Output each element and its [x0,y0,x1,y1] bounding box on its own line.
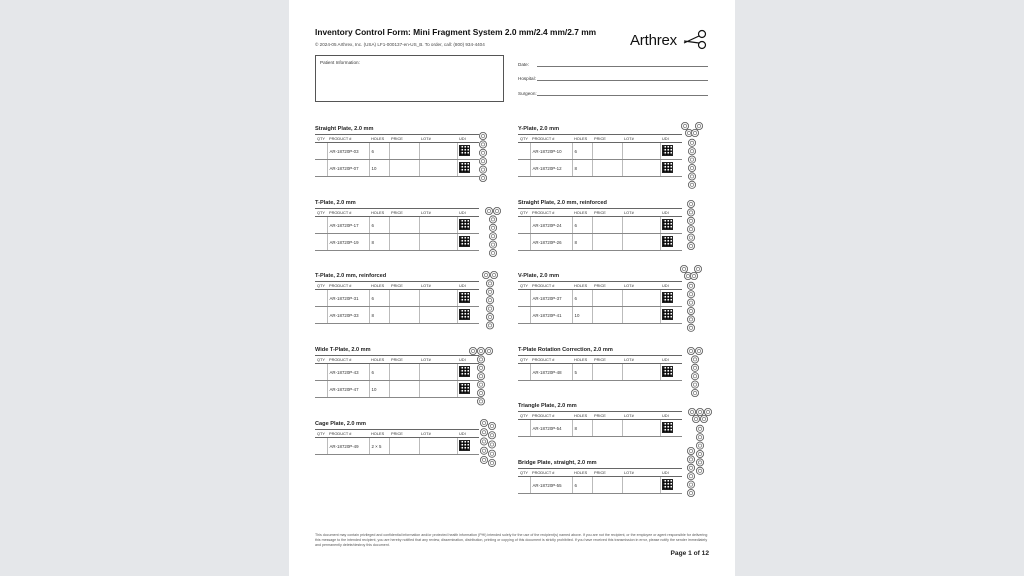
qty-cell[interactable] [315,381,327,398]
product-number-cell: AR-18720P-49 [327,438,369,455]
table-row [315,160,479,177]
price-cell[interactable] [389,234,419,251]
column-header: UDI [457,430,479,438]
udi-cell [660,364,682,381]
price-cell[interactable] [592,420,622,437]
column-header: PRODUCT # [327,209,369,217]
table-row [518,160,682,177]
column-header: LOT# [622,135,660,143]
column-header: LOT# [622,356,660,364]
udi-cell [457,290,479,307]
hospital-label: Hospital: [518,76,536,81]
inventory-table [518,281,682,324]
section-title: Y-Plate, 2.0 mm [518,126,560,132]
udi-barcode-icon [663,220,672,229]
product-number-cell: AR-18720P-43 [327,364,369,381]
inventory-table [518,468,682,494]
price-cell[interactable] [592,364,622,381]
price-cell[interactable] [592,234,622,251]
plate-drawing-icon [469,346,499,428]
holes-cell: 8 [572,160,592,177]
column-header: QTY [520,283,528,288]
udi-barcode-icon [663,237,672,246]
table-row [315,290,479,307]
column-header: HOLES [572,282,592,290]
product-number-cell: AR-18720P-41 [530,307,572,324]
column-header: UDI [660,469,682,477]
section-title: T-Plate, 2.0 mm [315,200,356,206]
column-header: HOLES [369,209,389,217]
lot-cell[interactable] [622,217,660,234]
qty-cell[interactable] [518,307,530,324]
udi-barcode-icon [460,293,469,302]
product-number-cell: AR-18720P-17 [327,217,369,234]
udi-barcode-icon [460,310,469,319]
udi-cell [660,234,682,251]
holes-cell: 10 [572,307,592,324]
column-header: HOLES [369,430,389,438]
udi-barcode-icon [663,146,672,155]
column-header: HOLES [572,356,592,364]
column-header: PRICE [592,412,622,420]
holes-cell: 6 [369,143,389,160]
column-header: HOLES [572,135,592,143]
udi-barcode-icon [663,480,672,489]
lot-cell[interactable] [622,143,660,160]
price-cell[interactable] [389,364,419,381]
column-header: PRODUCT # [327,430,369,438]
holes-cell: 8 [369,307,389,324]
section-3 [315,346,479,398]
column-header: PRODUCT # [530,135,572,143]
table-row [518,290,682,307]
lot-cell[interactable] [622,364,660,381]
column-header: PRODUCT # [530,209,572,217]
price-cell[interactable] [389,307,419,324]
udi-cell [660,217,682,234]
lot-cell[interactable] [622,307,660,324]
column-header: HOLES [369,135,389,143]
lot-cell[interactable] [419,307,457,324]
plate-drawing-icon [680,264,710,346]
inventory-table [315,355,479,398]
price-cell[interactable] [389,217,419,234]
section-title: Triangle Plate, 2.0 mm [518,403,577,409]
holes-cell: 5 [572,364,592,381]
inventory-table [518,355,682,381]
price-cell[interactable] [592,307,622,324]
table-row [518,364,682,381]
column-header: PRODUCT # [327,356,369,364]
hospital-field[interactable] [518,72,708,82]
table-row [518,307,682,324]
table-row [315,234,479,251]
column-header: PRODUCT # [530,282,572,290]
qty-cell[interactable] [518,143,530,160]
column-header: LOT# [622,469,660,477]
product-number-cell: AR-18720P-12 [530,160,572,177]
surgeon-field[interactable] [518,87,708,97]
holes-cell: 10 [369,381,389,398]
column-header: UDI [660,209,682,217]
qty-cell[interactable] [315,438,327,455]
inventory-table [315,429,479,455]
lot-cell[interactable] [419,217,457,234]
price-cell[interactable] [592,143,622,160]
price-cell[interactable] [389,143,419,160]
section-title: Cage Plate, 2.0 mm [315,421,366,427]
qty-cell[interactable] [518,420,530,437]
column-header: UDI [457,209,479,217]
inventory-table [518,208,682,251]
column-header: LOT# [419,282,457,290]
column-header: QTY [317,357,325,362]
qty-cell[interactable] [315,290,327,307]
column-header: PRICE [389,282,419,290]
udi-cell [660,290,682,307]
column-header: PRICE [389,430,419,438]
column-header: QTY [317,136,325,141]
holes-cell: 6 [572,143,592,160]
holes-cell: 6 [369,364,389,381]
holes-cell: 2 × 5 [369,438,389,455]
product-number-cell: AR-18720P-48 [530,364,572,381]
holes-cell: 8 [572,234,592,251]
column-header: PRODUCT # [327,282,369,290]
table-row [315,217,479,234]
column-header: PRICE [389,209,419,217]
price-cell[interactable] [389,290,419,307]
udi-cell [457,234,479,251]
column-header: HOLES [572,469,592,477]
plate-drawing-icon [477,131,507,213]
product-number-cell: AR-18720P-54 [530,420,572,437]
holes-cell: 6 [369,217,389,234]
holes-cell: 6 [572,290,592,307]
lot-cell[interactable] [419,160,457,177]
udi-cell [660,307,682,324]
udi-cell [660,143,682,160]
section-title: Bridge Plate, straight, 2.0 mm [518,460,597,466]
section-8 [518,346,682,381]
column-header: QTY [520,357,528,362]
column-header: PRICE [592,135,622,143]
table-row [315,364,479,381]
qty-cell[interactable] [518,234,530,251]
column-header: PRODUCT # [530,412,572,420]
udi-cell [660,160,682,177]
table-row [518,234,682,251]
lot-cell[interactable] [419,143,457,160]
section-10 [518,459,682,494]
page-title: Inventory Control Form: Mini Fragment System 2.0 mm/2.4 mm/2.7 mm [315,27,597,37]
product-number-cell: AR-18720P-10 [530,143,572,160]
column-header: UDI [457,282,479,290]
qty-cell[interactable] [518,477,530,494]
column-header: HOLES [369,282,389,290]
section-title: Straight Plate, 2.0 mm [315,126,374,132]
price-cell[interactable] [592,160,622,177]
section-7 [518,272,682,324]
column-header: PRICE [592,282,622,290]
column-header: LOT# [622,282,660,290]
price-cell[interactable] [592,217,622,234]
price-cell[interactable] [389,160,419,177]
holes-cell: 8 [572,420,592,437]
price-cell[interactable] [592,290,622,307]
lot-cell[interactable] [419,381,457,398]
logo-scissors-icon [682,29,708,51]
product-number-cell: AR-18720P-33 [327,307,369,324]
udi-barcode-icon [460,367,469,376]
section-title: T-Plate, 2.0 mm, reinforced [315,273,387,279]
holes-cell: 8 [369,234,389,251]
column-header: LOT# [419,135,457,143]
column-header: PRICE [389,356,419,364]
udi-barcode-icon [460,163,469,172]
qty-cell[interactable] [518,160,530,177]
section-0 [315,125,479,177]
table-row [315,381,479,398]
qty-cell[interactable] [315,143,327,160]
udi-cell [457,217,479,234]
inventory-table [315,208,479,251]
logo-text: Arthrex [630,32,677,49]
product-number-cell: AR-18720P-07 [327,160,369,177]
surgeon-label: Surgeon: [518,91,537,96]
column-header: LOT# [419,356,457,364]
product-number-cell: AR-18720P-24 [530,217,572,234]
column-header: QTY [520,136,528,141]
column-header: HOLES [572,209,592,217]
lot-cell[interactable] [419,290,457,307]
section-1 [315,199,479,251]
section-title: T-Plate Rotation Correction, 2.0 mm [518,347,613,353]
column-header: LOT# [419,209,457,217]
price-cell[interactable] [592,477,622,494]
udi-cell [660,477,682,494]
udi-cell [457,307,479,324]
qty-cell[interactable] [518,217,530,234]
date-field[interactable] [518,58,708,68]
confidentiality-notice: This document may contain privileged and confidential information and/or protected health information (PHI) intended solely for the use of the recipient(s) named above. If you are not the recipient, or the employee or agent responsible for delivering this message to the intended recipient, you are hereby notified that any review, dissemination, distribution, printing or copying of this document is strictly prohibited. If you have received this transmission in error, please notify the sender immediately and permanently delete/destroy this document. [315,533,708,547]
column-header: QTY [317,283,325,288]
column-header: PRICE [592,209,622,217]
product-number-cell: AR-18720P-26 [530,234,572,251]
column-header: UDI [660,282,682,290]
column-header: HOLES [572,412,592,420]
column-header: PRODUCT # [327,135,369,143]
udi-barcode-icon [460,220,469,229]
udi-barcode-icon [663,310,672,319]
qty-cell[interactable] [315,234,327,251]
qty-cell[interactable] [315,364,327,381]
product-number-cell: AR-18720P-03 [327,143,369,160]
qty-cell[interactable] [315,307,327,324]
column-header: UDI [660,356,682,364]
qty-cell[interactable] [518,290,530,307]
lot-cell[interactable] [419,364,457,381]
inventory-table [315,134,479,177]
column-header: PRODUCT # [530,469,572,477]
column-header: UDI [457,356,479,364]
section-9 [518,402,682,437]
table-row [518,477,682,494]
section-2 [315,272,479,324]
holes-cell: 6 [572,217,592,234]
column-header: PRICE [592,469,622,477]
table-row [518,217,682,234]
page-subtitle: © 2024-05 Arthrex, Inc. (USA) LF1-000137-en-US_B. To order, call: (800) 934-4404 [315,42,485,47]
form-page [289,0,735,576]
table-row [315,438,479,455]
column-header: PRODUCT # [530,356,572,364]
qty-cell[interactable] [518,364,530,381]
lot-cell[interactable] [419,438,457,455]
patient-information-box[interactable] [315,55,504,102]
udi-barcode-icon [663,293,672,302]
udi-cell [660,420,682,437]
lot-cell[interactable] [419,234,457,251]
udi-cell [457,143,479,160]
plate-drawing-icon [685,446,715,528]
lot-cell[interactable] [622,160,660,177]
column-header: LOT# [622,209,660,217]
column-header: LOT# [419,430,457,438]
section-5 [518,125,682,177]
plate-drawing-icon [480,270,510,352]
column-header: QTY [520,470,528,475]
column-header: PRICE [389,135,419,143]
column-header: HOLES [369,356,389,364]
column-header: LOT# [622,412,660,420]
section-title: V-Plate, 2.0 mm [518,273,560,279]
lot-cell[interactable] [622,290,660,307]
product-number-cell: AR-18720P-19 [327,234,369,251]
column-header: QTY [520,413,528,418]
product-number-cell: AR-18720P-47 [327,381,369,398]
udi-barcode-icon [663,163,672,172]
udi-barcode-icon [663,423,672,432]
qty-cell[interactable] [315,217,327,234]
lot-cell[interactable] [622,234,660,251]
table-row [518,420,682,437]
table-row [315,307,479,324]
date-label: Date: [518,62,529,67]
section-4 [315,420,479,455]
section-title: Wide T-Plate, 2.0 mm [315,347,371,353]
udi-barcode-icon [460,384,469,393]
inventory-table [315,281,479,324]
lot-cell[interactable] [622,477,660,494]
product-number-cell: AR-18720P-37 [530,290,572,307]
arthrex-logo [630,29,710,51]
price-cell[interactable] [389,381,419,398]
section-title: Straight Plate, 2.0 mm, reinforced [518,200,607,206]
column-header: QTY [317,431,325,436]
udi-cell [457,160,479,177]
column-header: QTY [317,210,325,215]
udi-barcode-icon [460,237,469,246]
inventory-table [518,411,682,437]
udi-cell [457,438,479,455]
column-header: UDI [457,135,479,143]
plate-drawing-icon [681,121,711,203]
column-header: QTY [520,210,528,215]
column-header: PRICE [592,356,622,364]
qty-cell[interactable] [315,160,327,177]
holes-cell: 6 [369,290,389,307]
column-header: UDI [660,412,682,420]
section-6 [518,199,682,251]
price-cell[interactable] [389,438,419,455]
udi-barcode-icon [460,441,469,450]
patient-information-label: Patient Information: [320,60,360,65]
page-number: Page 1 of 12 [670,550,709,557]
udi-barcode-icon [460,146,469,155]
holes-cell: 10 [369,160,389,177]
column-header: UDI [660,135,682,143]
plate-drawing-icon [479,418,509,500]
lot-cell[interactable] [622,420,660,437]
holes-cell: 6 [572,477,592,494]
inventory-table [518,134,682,177]
product-number-cell: AR-18720P-31 [327,290,369,307]
table-row [518,143,682,160]
product-number-cell: AR-18720P-55 [530,477,572,494]
table-row [315,143,479,160]
udi-barcode-icon [663,367,672,376]
